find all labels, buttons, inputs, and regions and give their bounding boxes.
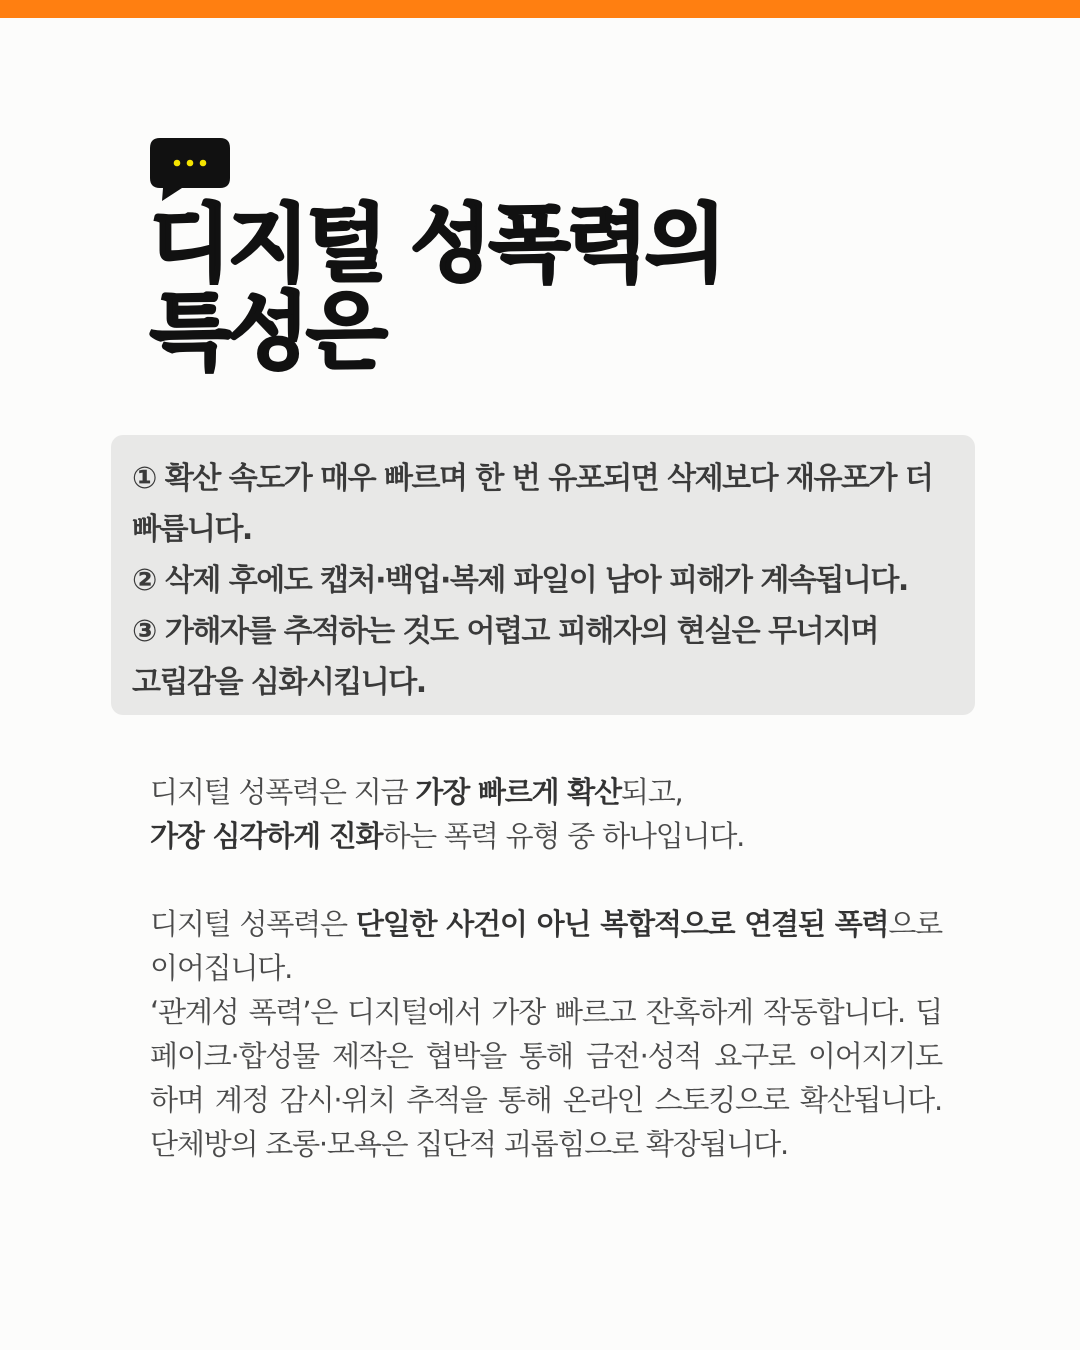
- key-points-box: [111, 435, 975, 715]
- paragraph-2-intro: [150, 902, 942, 990]
- key-point-1: ① 확산 속도가 매우 빠르며 한 번 유포되면 삭제보다 재유포가 더 빠릅니다.: [132, 461, 933, 547]
- key-point-3: ③ 가해자를 추적하는 것도 어렵고 피해자의 현실은 무너지며 고립감을 심화시킵니다.: [132, 614, 879, 700]
- paragraph-1-emphasis-1: 가장 빠르게 확산: [415, 775, 621, 809]
- paragraph-1-text-e: 하는 폭력 유형 중 하나입니다.: [382, 819, 745, 853]
- paragraph-1-line-1: [150, 770, 942, 814]
- paragraph-2-emphasis: 단일한 사건이 아닌 복합적으로 연결된 폭력: [355, 907, 889, 941]
- speech-bubble-ellipsis-icon: [150, 138, 230, 202]
- paragraph-2-details: ‘관계성 폭력’은 디지털에서 가장 빠르고 잔혹하게 작동합니다. 딥페이크·합성물 제작은 협박을 통해 금전·성적 요구로 이어지기도 하며 계정 감시·위치 추적을 통해 온라인 스토킹으로 확산됩니다. 단체방의 조롱·모욕은 집단적 괴롭힘으로 확장됩니다.: [150, 995, 942, 1161]
- key-point-2: ② 삭제 후에도 캡처·백업·복제 파일이 남아 피해가 계속됩니다.: [132, 563, 908, 598]
- paragraph-1-emphasis-2: 가장 심각하게 진화: [150, 819, 383, 853]
- paragraph-spacer: [150, 858, 942, 902]
- paragraph-2-text-a: 디지털 성폭력은: [150, 907, 356, 941]
- paragraph-1-text-a: 디지털 성폭력은 지금: [150, 775, 416, 809]
- title-line-1: 디지털 성폭력의: [150, 195, 724, 293]
- top-accent-bar: [0, 0, 1080, 18]
- body-text: [150, 770, 942, 1166]
- paragraph-2-text-c: 으로 이어집니다.: [150, 907, 942, 985]
- paragraph-1-line-2: [150, 814, 942, 858]
- page-title: [150, 195, 910, 381]
- title-line-2: 특성은: [150, 283, 385, 381]
- paragraph-1-text-c: 되고,: [620, 775, 683, 809]
